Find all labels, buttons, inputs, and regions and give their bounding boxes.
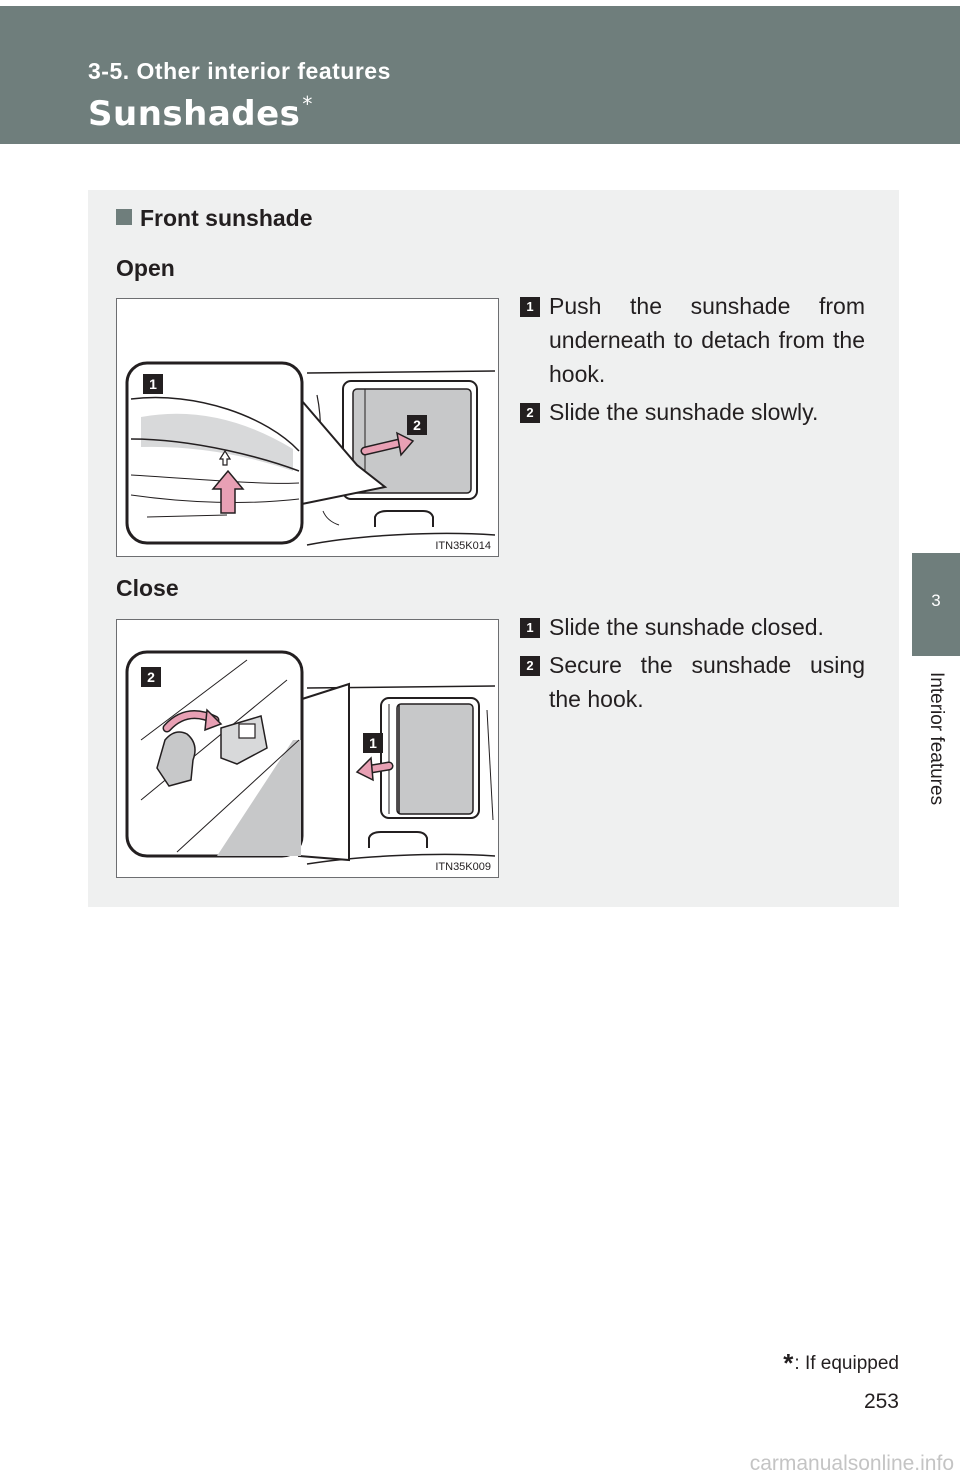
chapter-number: 3: [931, 591, 941, 610]
footnote-asterisk-icon: *: [783, 1348, 794, 1378]
open-step-1: [520, 289, 865, 391]
close-fig-label-2: 2: [147, 669, 155, 685]
watermark: carmanualsonline.info: [749, 1452, 954, 1475]
square-bullet-icon: [116, 209, 132, 225]
step-number-badge: 2: [520, 656, 540, 676]
subheading: [116, 205, 313, 232]
section-label: 3-5. Other interior features: [88, 58, 391, 84]
open-figure-code: ITN35K014: [435, 540, 491, 552]
close-step-2-text: Secure the sunshade using the hook.: [549, 652, 865, 712]
close-step-1: [520, 610, 865, 644]
close-fig-label-1: 1: [369, 735, 377, 751]
close-steps: [520, 610, 865, 720]
chapter-label-text: Interior features: [926, 672, 947, 806]
open-step-2: [520, 395, 865, 429]
open-steps: [520, 289, 865, 433]
title-asterisk: *: [302, 92, 313, 116]
subheading-text: Front sunshade: [140, 205, 313, 231]
open-step-2-text: Slide the sunshade slowly.: [549, 399, 819, 425]
page-title-text: Sunshades: [88, 94, 301, 134]
open-fig-label-1: 1: [149, 376, 157, 392]
open-figure: [116, 298, 499, 557]
step-number-badge: 1: [520, 618, 540, 638]
footnote: [783, 1348, 899, 1379]
close-figure-code: ITN35K009: [435, 861, 491, 873]
chapter-tab: [912, 553, 960, 656]
close-step-1-text: Slide the sunshade closed.: [549, 614, 824, 640]
open-illustration: [117, 299, 500, 558]
close-figure: [116, 619, 499, 878]
close-step-2: [520, 648, 865, 716]
step-number-badge: 1: [520, 297, 540, 317]
footnote-text: : If equipped: [794, 1353, 899, 1374]
open-fig-label-2: 2: [413, 417, 421, 433]
open-step-1-text: Push the sunshade from underneath to detach from the hook.: [549, 293, 865, 387]
close-illustration: [117, 620, 500, 879]
page-title: [88, 92, 313, 134]
step-number-badge: 2: [520, 403, 540, 423]
open-title: Open: [116, 255, 175, 281]
close-title: Close: [116, 575, 179, 601]
chapter-label: [920, 672, 952, 832]
page-number: 253: [863, 1390, 899, 1413]
